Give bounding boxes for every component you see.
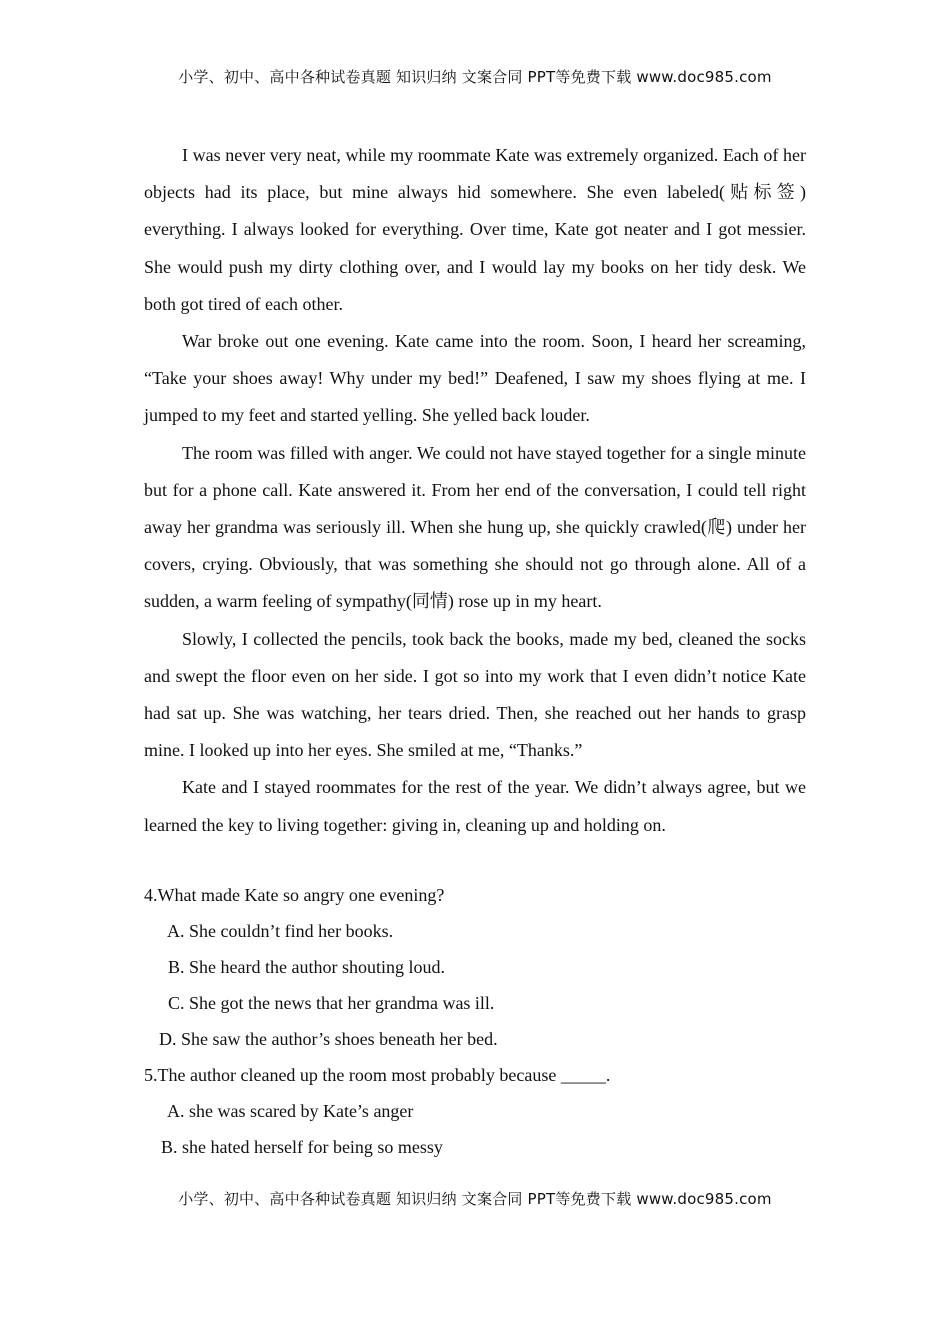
- question-4-option-c: C. She got the news that her grandma was ill.: [168, 993, 495, 1013]
- question-5-option-b: B. she hated herself for being so messy: [161, 1137, 443, 1157]
- question-4-option-a: A. She couldn’t find her books.: [167, 921, 394, 941]
- passage-paragraph: The room was filled with anger. We could not have stayed together for a single minute but for a phone call. Kate answered it. From her end of the conversation, I could tell right away her grandma was seriously ill. When she hung up, she quickly crawled(爬) under her covers, crying. Obviously, that was something she should not go through alone. All of a sudden, a warm feeling of sympathy(同情) rose up in my heart.: [144, 442, 806, 612]
- question-4-option-b: B. She heard the author shouting loud.: [168, 957, 445, 977]
- passage-paragraph: War broke out one evening. Kate came into the room. Soon, I heard her screaming, “Take your shoes away! Why under my bed!” Deafened, I saw my shoes flying at me. I jumped to my feet and started yelling. She yelled back louder.: [144, 331, 806, 426]
- question-4-stem: 4.What made Kate so angry one evening?: [144, 885, 445, 905]
- passage-paragraph: I was never very neat, while my roommate Kate was extremely organized. Each of her objects had its place, but mine always hid somewhere. She even labeled(贴标签) everything. I always looked for everything. Over time, Kate got neater and I got messier. She would push my dirty clothing over, and I would lay my books on her tidy desk. We both got tired of each other.: [144, 145, 806, 314]
- page-header: 小学、初中、高中各种试卷真题 知识归纳 文案合同 PPT等免费下载 www.doc985.com: [178, 68, 772, 86]
- question-list: [144, 877, 806, 1165]
- question-5-option-a: A. she was scared by Kate’s anger: [167, 1101, 414, 1121]
- question-5-stem: 5.The author cleaned up the room most probably because _____.: [144, 1065, 611, 1085]
- passage-paragraph: Slowly, I collected the pencils, took back the books, made my bed, cleaned the socks and swept the floor even on her side. I got so into my work that I even didn’t notice Kate had sat up. She was watching, her tears dried. Then, she reached out her hands to grasp mine. I looked up into her eyes. She smiled at me, “Thanks.”: [144, 628, 806, 761]
- page-footer: 小学、初中、高中各种试卷真题 知识归纳 文案合同 PPT等免费下载 www.doc985.com: [178, 1190, 772, 1208]
- reading-passage: [144, 137, 806, 844]
- passage-paragraph: Kate and I stayed roommates for the rest of the year. We didn’t always agree, but we learned the key to living together: giving in, cleaning up and holding on.: [144, 777, 806, 835]
- question-4-option-d: D. She saw the author’s shoes beneath her bed.: [159, 1029, 498, 1049]
